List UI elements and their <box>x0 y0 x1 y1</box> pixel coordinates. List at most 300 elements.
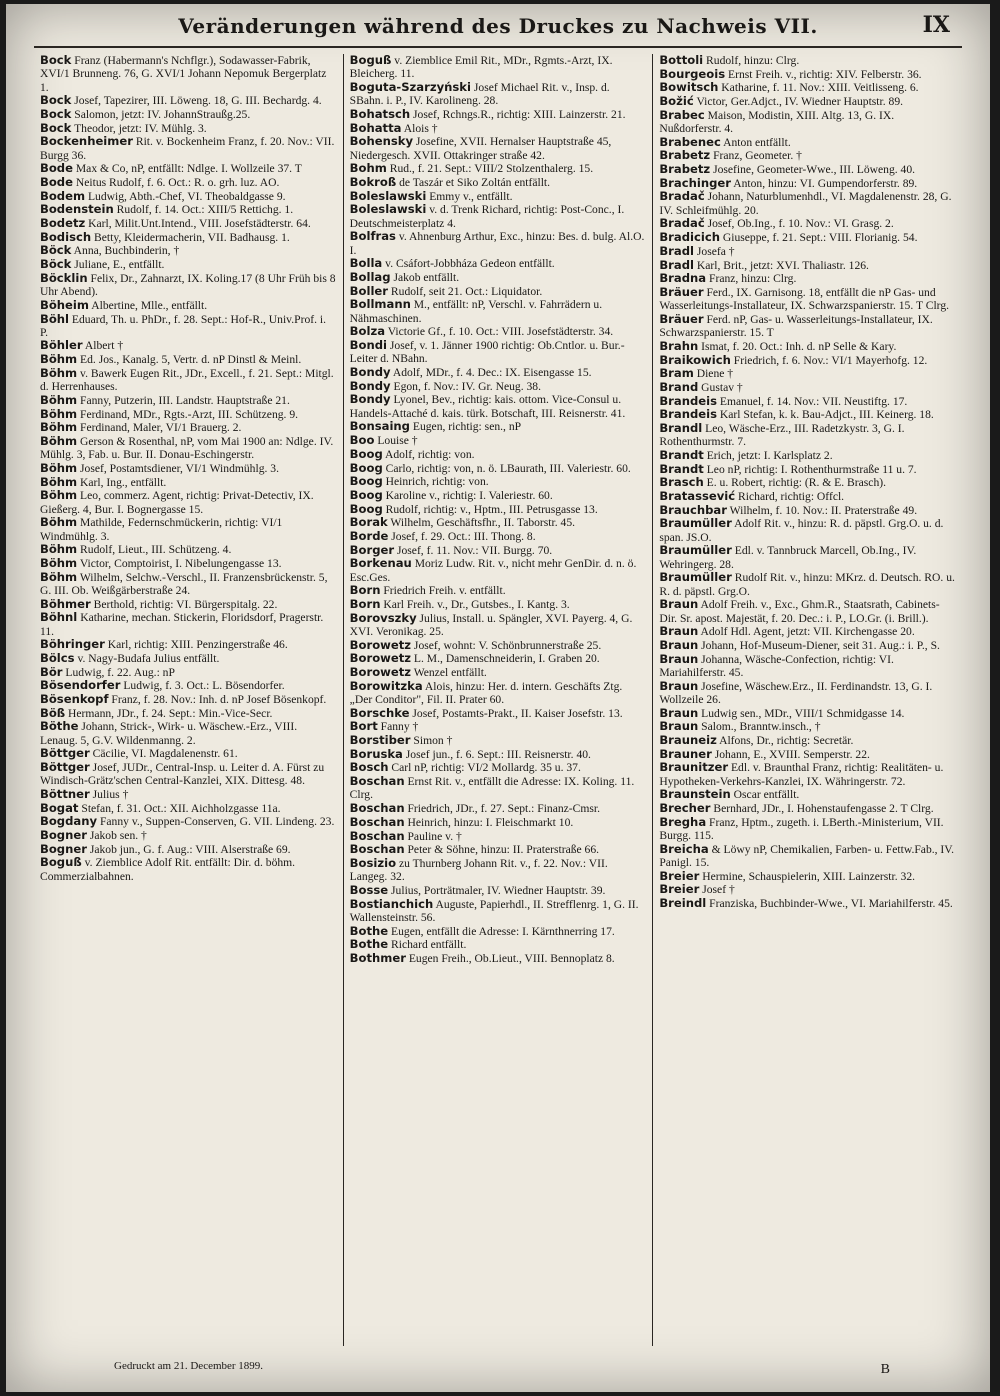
entry-text: v. Ziemblice Adolf Rit. entfällt: Dir. d. böhm. Commerzialbahnen. <box>40 856 296 883</box>
entry-text: Anton entfällt. <box>720 135 791 149</box>
entry-text: Jakob jun., G. f. Aug.: VIII. Alserstraße 69. <box>86 842 291 856</box>
entry-name: Bothe <box>349 937 389 952</box>
entry-name: Bradač <box>659 189 705 204</box>
directory-entry <box>350 898 647 925</box>
entry-text: Simon † <box>410 734 453 748</box>
entry-name: Brahn <box>659 338 699 353</box>
directory-entry <box>659 231 956 244</box>
entry-text: Fanny v., Suppen-Conserven, G. VII. Lindeng. 23. <box>97 815 335 829</box>
entry-name: Bogdany <box>40 814 98 829</box>
entry-name: Bodem <box>40 188 86 203</box>
entry-text: Josefa † <box>694 244 735 258</box>
entry-name: Brauner <box>659 746 712 761</box>
entry-name: Bodenstein <box>40 202 114 217</box>
entry-name: Boog <box>349 487 383 502</box>
entry-text: Rudolf, f. 14. Oct.: XIII/5 Rettichg. 1. <box>113 203 294 217</box>
entry-text: Salom., Branntw.insch., † <box>698 720 821 734</box>
directory-entry <box>40 693 337 706</box>
directory-entry <box>40 489 337 516</box>
entry-name: Brabetz <box>659 162 711 177</box>
entry-text: Julius † <box>89 788 129 802</box>
entry-name: Boschan <box>349 814 405 829</box>
directory-entry <box>659 476 956 489</box>
directory-entry <box>40 190 337 203</box>
directory-entry <box>350 298 647 325</box>
entry-name: Bräuer <box>659 284 704 299</box>
entry-text: Alois, hinzu: Her. d. intern. Geschäfts Ztg. „Der Conditor", Fil. II. Prater 60. <box>349 679 623 707</box>
directory-entry <box>659 843 956 870</box>
entry-text: Victorie Gf., f. 10. Oct.: VIII. Josefstädterstr. 34. <box>385 325 614 339</box>
entry-text: Cäcilie, VI. Magdalenenstr. 61. <box>89 747 238 761</box>
entry-text: Moriz Ludw. Rit. v., nicht mehr GenDir. d. n. ö. Esc.Ges. <box>349 557 637 584</box>
directory-entry <box>350 816 647 829</box>
directory-entry <box>350 530 647 543</box>
entry-text: Fanny † <box>377 720 419 734</box>
entry-text: Egon, f. Nov.: IV. Gr. Neug. 38. <box>390 379 541 393</box>
entry-name: Bock <box>40 93 72 108</box>
directory-columns <box>34 54 962 1346</box>
entry-text: Rudolf, richtig: v., Hptm., III. Petrusgasse 13. <box>382 502 598 516</box>
entry-text: Wenzel entfällt. <box>411 666 487 680</box>
directory-entry <box>659 680 956 707</box>
entry-name: Bottoli <box>659 54 704 67</box>
entry-name: Böhl <box>40 311 70 326</box>
entry-name: Borowetz <box>349 665 412 680</box>
entry-name: Breindl <box>659 896 707 911</box>
entry-name: Boguß <box>40 855 82 870</box>
entry-name: Bonsaing <box>349 419 410 434</box>
page-title: Veränderungen während des Druckes zu Nachweis VII. <box>178 14 818 38</box>
directory-entry <box>350 652 647 665</box>
entry-text: Karoline v., richtig: I. Valeriestr. 60. <box>382 488 553 502</box>
entry-name: Bradl <box>659 257 694 272</box>
directory-entry <box>659 272 956 285</box>
print-date: Gedruckt am 21. December 1899. <box>114 1360 264 1372</box>
entry-text: Edl. v. Braunthal Franz, richtig: Realitäten- u. Hypotheken-Verkehrs-Kanzlei, IX. Währingerstr. 72. <box>659 761 944 788</box>
header-rule <box>34 46 962 48</box>
entry-text: v. d. Trenk Richard, richtig: Post-Conc., I. Deutschmeisterplatz 4. <box>349 203 625 230</box>
entry-text: Edl. v. Tannbruck Marcell, Ob.Ing., IV. Wehringerg. 28. <box>659 544 917 571</box>
directory-entry <box>350 707 647 720</box>
entry-text: & Löwy nP, Chemikalien, Farben- u. Fettw.Fab., IV. Panigl. 15. <box>659 842 955 870</box>
directory-entry <box>40 176 337 189</box>
directory-entry <box>659 761 956 788</box>
entry-text: v. Csáfort-Jobbháza Gedeon entfällt. <box>382 257 555 271</box>
directory-entry <box>350 339 647 366</box>
entry-name: Boschan <box>349 774 405 789</box>
entry-text: Carlo, richtig: von, n. ö. LBaurath, III. Valeriestr. 60. <box>382 461 631 475</box>
entry-text: Franz, Hptm., zugeth. i. LBerth.-Ministerium, VII. Burgg. 115. <box>659 815 944 843</box>
entry-name: Böttger <box>40 746 90 761</box>
entry-name: Böhm <box>40 433 78 448</box>
entry-name: Brauchbar <box>659 502 727 517</box>
entry-text: Salomon, jetzt: IV. JohannStraußg.25. <box>71 107 251 121</box>
entry-name: Bokroß <box>349 175 397 190</box>
directory-entry <box>659 68 956 81</box>
entry-name: Bosizio <box>349 855 397 870</box>
directory-entry <box>350 775 647 802</box>
entry-text: Rudolf Rit. v., hinzu: MKrz. d. Deutsch. RO. u. R. d. päpstl. Grg.O. <box>659 571 955 598</box>
entry-name: Boog <box>349 460 383 475</box>
entry-text: Eugen, entfällt die Adresse: I. Kärnthnerring 17. <box>388 924 615 938</box>
directory-entry <box>40 54 337 94</box>
entry-text: Ferdinand, Maler, VI/1 Brauerg. 2. <box>77 421 242 435</box>
entry-name: Boguß <box>349 54 392 67</box>
entry-text: Rudolf, Lieut., III. Schützeng. 4. <box>77 543 232 557</box>
entry-name: Bösendorfer <box>40 678 121 693</box>
entry-text: Diene † <box>693 367 734 381</box>
directory-entry <box>659 816 956 843</box>
entry-text: Franz, Geometer. † <box>710 149 802 163</box>
entry-name: Bock <box>40 54 72 67</box>
entry-text: Jakob entfällt. <box>390 271 460 285</box>
entry-name: Bolla <box>349 256 383 271</box>
entry-text: Josef jun., f. 6. Sept.: III. Reisnerstr. 40. <box>402 747 591 761</box>
directory-entry <box>659 109 956 136</box>
entry-text: Max & Co, nP, entfällt: Ndlge. I. Wollzeile 37. T <box>72 162 302 176</box>
directory-entry <box>350 203 647 230</box>
entry-name: Bohensky <box>349 134 414 149</box>
entry-text: Leo nP, richtig: I. Rothenthurmstraße 11 u. 7. <box>703 462 917 476</box>
entry-name: Brandeis <box>659 407 718 422</box>
directory-entry <box>350 884 647 897</box>
directory-entry <box>659 136 956 149</box>
entry-text: Lyonel, Bev., richtig: kais. ottom. Vice-Consul u. Handels-Attaché d. kais. türk. Botschaft, III. Reisnerstr. 41. <box>349 393 626 420</box>
entry-name: Braunitzer <box>659 760 729 775</box>
entry-name: Bort <box>349 719 378 734</box>
entry-name: Borowetz <box>349 637 412 652</box>
directory-entry <box>659 625 956 638</box>
entry-text: Eugen, richtig: sen., nP <box>409 420 522 434</box>
directory-entry <box>350 830 647 843</box>
entry-name: Boguta-Szarzyński <box>349 79 471 94</box>
entry-name: Böttner <box>40 787 90 802</box>
entry-text: Ludwig, f. 22. Aug.: nP <box>62 665 175 679</box>
entry-name: Borstiber <box>349 733 411 748</box>
entry-text: Victor, Comptoirist, I. Nibelungengasse 13. <box>77 556 282 570</box>
directory-entry <box>659 259 956 272</box>
directory-entry <box>350 503 647 516</box>
entry-text: Josef, Postamtsdiener, VI/1 Windmühlg. 3. <box>77 461 279 475</box>
directory-entry <box>40 516 337 543</box>
entry-name: Bölcs <box>40 650 75 665</box>
directory-entry <box>350 257 647 270</box>
entry-text: Josef, f. 11. Nov.: VII. Burgg. 70. <box>394 543 553 557</box>
directory-entry <box>40 652 337 665</box>
directory-entry <box>40 761 337 788</box>
entry-name: Bohatsch <box>349 106 411 121</box>
entry-text: Peter & Söhne, hinzu: II. Praterstraße 66. <box>404 843 600 857</box>
entry-text: M., entfällt: nP, Verschl. v. Fahrrädern u. Nähmaschinen. <box>349 298 603 325</box>
entry-text: Adolf, MDr., f. 4. Dec.: IX. Eisengasse 15. <box>390 366 592 380</box>
entry-text: Karl, Milit.Unt.Intend., VIII. Josefstädterstr. 64. <box>85 217 311 231</box>
directory-entry <box>659 54 956 67</box>
entry-text: Emmy v., entfällt. <box>426 189 513 203</box>
entry-text: Josefine, Wäschew.Erz., II. Ferdinandstr. 13, G. I. Wollzeile 26. <box>659 679 933 707</box>
entry-name: Bosch <box>349 760 389 775</box>
entry-text: Ferd., IX. Garnisong. 18, entfällt die nP Gas- und Wasserleitungs-Installateur, IX. Schwarzspanierstr. 15. T Clrg. <box>659 285 950 313</box>
entry-name: Bradač <box>659 216 705 231</box>
entry-name: Borschke <box>349 705 410 720</box>
directory-entry <box>659 883 956 896</box>
entry-name: Boog <box>349 474 383 489</box>
directory-entry <box>350 176 647 189</box>
directory-entry <box>659 748 956 761</box>
directory-entry <box>659 517 956 544</box>
directory-entry <box>40 408 337 421</box>
entry-name: Böhm <box>40 460 78 475</box>
directory-entry <box>659 639 956 652</box>
directory-entry <box>350 925 647 938</box>
entry-text: Josef, Ob.Ing., f. 10. Nov.: VI. Grasg. 2. <box>704 217 894 231</box>
entry-name: Bohatta <box>349 120 402 135</box>
entry-text: Jakob sen. † <box>86 829 147 843</box>
column-1 <box>34 54 343 1346</box>
entry-name: Borkenau <box>349 556 412 571</box>
entry-text: Eugen Freih., Ob.Lieut., VIII. Bennoplatz 8. <box>405 951 615 965</box>
entry-name: Bollag <box>349 270 391 285</box>
entry-name: Bösenkopf <box>40 692 109 707</box>
entry-name: Bosse <box>349 882 389 897</box>
entry-text: Josef, f. 29. Oct.: III. Thong. 8. <box>388 529 536 543</box>
entry-name: Boog <box>349 501 383 516</box>
directory-entry <box>350 666 647 679</box>
entry-name: Borovszky <box>349 610 417 625</box>
entry-text: Ferd. nP, Gas- u. Wasserleitungs-Installateur, IX. Schwarzspanierstr. 15. T <box>659 312 933 340</box>
directory-entry <box>350 420 647 433</box>
directory-entry <box>40 829 337 842</box>
entry-name: Breicha <box>659 841 709 856</box>
entry-text: zu Thurnberg Johann Rit. v., f. 22. Nov.: VII. Langeg. 32. <box>349 856 608 884</box>
directory-entry <box>350 393 647 420</box>
entry-text: Betty, Kleidermacherin, VII. Badhausg. 1. <box>91 230 290 244</box>
entry-name: Boschan <box>349 842 405 857</box>
entry-text: Alfons, Dr., richtig: Secretär. <box>716 734 854 748</box>
entry-text: Katharine, mechan. Stickerin, Floridsdorf, Pragerstr. 11. <box>40 611 324 638</box>
directory-entry <box>40 272 337 299</box>
entry-name: Bram <box>659 366 694 381</box>
signature-mark: B <box>880 1362 890 1377</box>
entry-text: Josef, wohnt: V. Schönbrunnerstraße 25. <box>411 638 602 652</box>
directory-entry <box>40 557 337 570</box>
entry-name: Bohm <box>349 161 387 176</box>
entry-text: Friedrich, f. 6. Nov.: VI/1 Mayerhofg. 12. <box>730 353 928 367</box>
directory-entry <box>350 108 647 121</box>
directory-entry <box>40 108 337 121</box>
directory-entry <box>40 462 337 475</box>
entry-name: Braun <box>659 597 699 612</box>
entry-name: Böcklin <box>40 270 88 285</box>
entry-text: Johanna, Wäsche-Confection, richtig: VI. Mariahilferstr. 45. <box>659 652 894 680</box>
directory-entry <box>350 81 647 108</box>
entry-name: Bradl <box>659 243 694 258</box>
directory-entry <box>659 490 956 503</box>
entry-text: Karl, richtig: XIII. Penzingerstraße 46. <box>104 638 288 652</box>
entry-text: Karl, Brit., jetzt: XVI. Thaliastr. 126. <box>694 258 869 272</box>
directory-entry <box>350 680 647 707</box>
entry-text: Pauline v. † <box>404 829 462 843</box>
directory-entry <box>350 748 647 761</box>
directory-entry <box>659 163 956 176</box>
entry-name: Braun <box>659 624 699 639</box>
entry-text: Leo, Wäsche-Erz., III. Radetzkystr. 3, G. I. Rothenthurmstr. 7. <box>659 422 905 449</box>
entry-name: Brabenec <box>659 134 721 149</box>
directory-entry <box>40 543 337 556</box>
directory-entry <box>350 366 647 379</box>
directory-entry <box>40 203 337 216</box>
directory-entry <box>350 516 647 529</box>
directory-entry <box>350 162 647 175</box>
entry-name: Böhmer <box>40 596 91 611</box>
directory-entry <box>350 434 647 447</box>
directory-entry <box>40 339 337 352</box>
entry-name: Bock <box>40 120 72 135</box>
directory-entry <box>659 734 956 747</box>
directory-entry <box>350 475 647 488</box>
entry-text: Karl Stefan, k. k. Bau-Adjct., III. Keinerg. 18. <box>717 408 934 422</box>
directory-entry <box>350 802 647 815</box>
directory-entry <box>659 897 956 910</box>
directory-entry <box>659 81 956 94</box>
entry-text: Franz, hinzu: Clrg. <box>706 272 797 286</box>
entry-name: Brecher <box>659 801 711 816</box>
directory-entry <box>350 761 647 774</box>
entry-text: Josef, Postamts-Prakt., II. Kaiser Josefstr. 13. <box>409 706 623 720</box>
directory-entry <box>350 598 647 611</box>
entry-name: Bollmann <box>349 297 411 312</box>
entry-name: Bör <box>40 664 63 679</box>
entry-name: Bock <box>40 106 72 121</box>
entry-text: Louise † <box>374 434 418 448</box>
entry-name: Boruska <box>349 746 403 761</box>
entry-text: Friedrich, JDr., f. 27. Sept.: Finanz-Cmsr. <box>404 802 601 816</box>
directory-entry <box>40 666 337 679</box>
entry-name: Böhm <box>40 488 78 503</box>
directory-entry <box>350 720 647 733</box>
entry-name: Bradna <box>659 271 707 286</box>
directory-entry <box>40 217 337 230</box>
directory-entry <box>659 340 956 353</box>
directory-entry <box>40 843 337 856</box>
entry-text: Albert † <box>82 339 124 353</box>
entry-text: Adolf Hdl. Agent, jetzt: VII. Kirchengasse 20. <box>698 625 915 639</box>
entry-text: Adolf Rit. v., hinzu: R. d. päpstl. Grg.O. u. d. span. JS.O. <box>659 517 944 544</box>
entry-text: Johann, Naturblumenhdl., VI. Magdalenenstr. 28, G. IV. Schleifmühlg. 20. <box>659 190 952 217</box>
directory-entry <box>350 190 647 203</box>
directory-entry <box>350 230 647 257</box>
entry-text: Anna, Buchbinderin, † <box>71 244 180 258</box>
directory-entry <box>659 381 956 394</box>
directory-entry <box>350 544 647 557</box>
entry-name: Braumüller <box>659 570 732 585</box>
entry-text: Fanny, Putzerin, III. Landstr. Hauptstraße 21. <box>77 393 290 407</box>
entry-text: L. M., Damenschneiderin, I. Graben 20. <box>411 652 600 666</box>
entry-text: Emanuel, f. 14. Nov.: VII. Neustiftg. 17. <box>717 394 908 408</box>
entry-text: Hermann, JDr., f. 24. Sept.: Min.-Vice-Secr. <box>65 706 273 720</box>
directory-entry <box>659 870 956 883</box>
entry-text: Friedrich Freih. v. entfällt. <box>380 584 506 598</box>
entry-name: Bondy <box>349 378 391 393</box>
entry-text: de Taszár et Siko Zoltán entfällt. <box>396 176 551 190</box>
directory-entry <box>40 421 337 434</box>
entry-name: Boschan <box>349 828 405 843</box>
entry-text: Berthold, richtig: VI. Bürgerspitalg. 22. <box>90 597 278 611</box>
entry-text: Maison, Modistin, XIII. Altg. 13, G. IX. Nußdorferstr. 4. <box>659 108 895 136</box>
entry-text: Johann, Hof-Museum-Diener, seit 31. Aug.: i. P., S. <box>698 639 940 653</box>
directory-entry <box>350 54 647 81</box>
entry-name: Brauneiz <box>659 733 717 748</box>
entry-name: Bourgeois <box>659 66 726 81</box>
directory-entry <box>40 802 337 815</box>
entry-name: Bolza <box>349 324 386 339</box>
entry-name: Bode <box>40 161 73 176</box>
entry-name: Bolfras <box>349 229 396 244</box>
entry-name: Böck <box>40 257 72 272</box>
entry-text: Wilhelm, Geschäftsfhr., II. Taborstr. 45. <box>387 516 576 530</box>
entry-name: Brasch <box>659 475 704 490</box>
directory-entry <box>659 422 956 449</box>
entry-text: Franziska, Buchbinder-Wwe., VI. Mariahilferstr. 45. <box>706 897 953 911</box>
entry-text: Mathilde, Federnschmückerin, richtig: VI/1 Windmühlg. 3. <box>40 516 283 543</box>
entry-name: Boller <box>349 283 389 298</box>
directory-entry <box>350 380 647 393</box>
entry-text: v. Ahnenburg Arthur, Exc., hinzu: Bes. d. bulg. Al.O. I. <box>349 230 645 257</box>
directory-entry <box>40 611 337 638</box>
entry-text: Richard entfällt. <box>388 938 467 952</box>
entry-text: Franz, f. 28. Nov.: Inh. d. nP Josef Bösenkopf. <box>108 693 327 707</box>
directory-entry <box>659 190 956 217</box>
entry-name: Böhm <box>40 555 78 570</box>
entry-name: Bratassević <box>659 489 736 504</box>
entry-name: Braikowich <box>659 352 731 367</box>
directory-entry <box>40 367 337 394</box>
entry-name: Bregha <box>659 814 707 829</box>
entry-name: Böhringer <box>40 637 105 652</box>
entry-text: Ludwig, f. 3. Oct.: L. Bösendorfer. <box>120 679 285 693</box>
entry-text: Theodor, jetzt: IV. Mühlg. 3. <box>71 121 207 135</box>
entry-text: Heinrich, hinzu: I. Fleischmarkt 10. <box>404 815 574 829</box>
entry-text: Felix, Dr., Zahnarzt, IX. Koling.17 (8 Uhr Früh bis 8 Uhr Abend). <box>40 271 336 299</box>
entry-text: Carl nP, richtig: VI/2 Mollardg. 35 u. 37. <box>388 761 581 775</box>
directory-entry <box>659 788 956 801</box>
directory-entry <box>40 598 337 611</box>
directory-entry <box>659 245 956 258</box>
entry-name: Brand <box>659 379 699 394</box>
entry-name: Bothe <box>349 923 389 938</box>
entry-text: Josef, v. 1. Jänner 1900 richtig: Ob.Cntlor. u. Bur.-Leiter d. NBahn. <box>349 339 625 366</box>
entry-name: Böhm <box>40 406 78 421</box>
entry-name: Brandt <box>659 461 704 476</box>
directory-entry <box>350 639 647 652</box>
entry-text: Julius, Install. u. Spängler, XVI. Payerg. 4, G. XVI. Veronikag. 25. <box>349 611 633 638</box>
entry-text: Erich, jetzt: I. Karlsplatz 2. <box>703 448 833 462</box>
entry-name: Breier <box>659 882 700 897</box>
directory-entry <box>659 313 956 340</box>
entry-name: Böck <box>40 243 72 258</box>
entry-name: Boleslawski <box>349 202 427 217</box>
entry-text: Alois † <box>401 121 438 135</box>
entry-text: Johann, Strick-, Wirk- u. Wäschew.-Erz., VIII. Lenaug. 5, G.V. Wildenmanng. 2. <box>40 720 298 747</box>
directory-entry <box>659 504 956 517</box>
entry-text: Ernst Rit. v., entfällt die Adresse: IX. Koling. 11. Clrg. <box>349 775 635 802</box>
entry-text: Auguste, Papierhdl., II. Strefflenrg. 1, G. II. Wallensteinstr. 56. <box>349 897 639 924</box>
entry-text: Juliane, E., entfällt. <box>71 258 165 272</box>
entry-text: Richard, richtig: Offcl. <box>735 490 845 504</box>
entry-name: Boschan <box>349 801 405 816</box>
entry-name: Böttger <box>40 760 90 775</box>
entry-name: Brandeis <box>659 393 718 408</box>
directory-entry <box>659 177 956 190</box>
